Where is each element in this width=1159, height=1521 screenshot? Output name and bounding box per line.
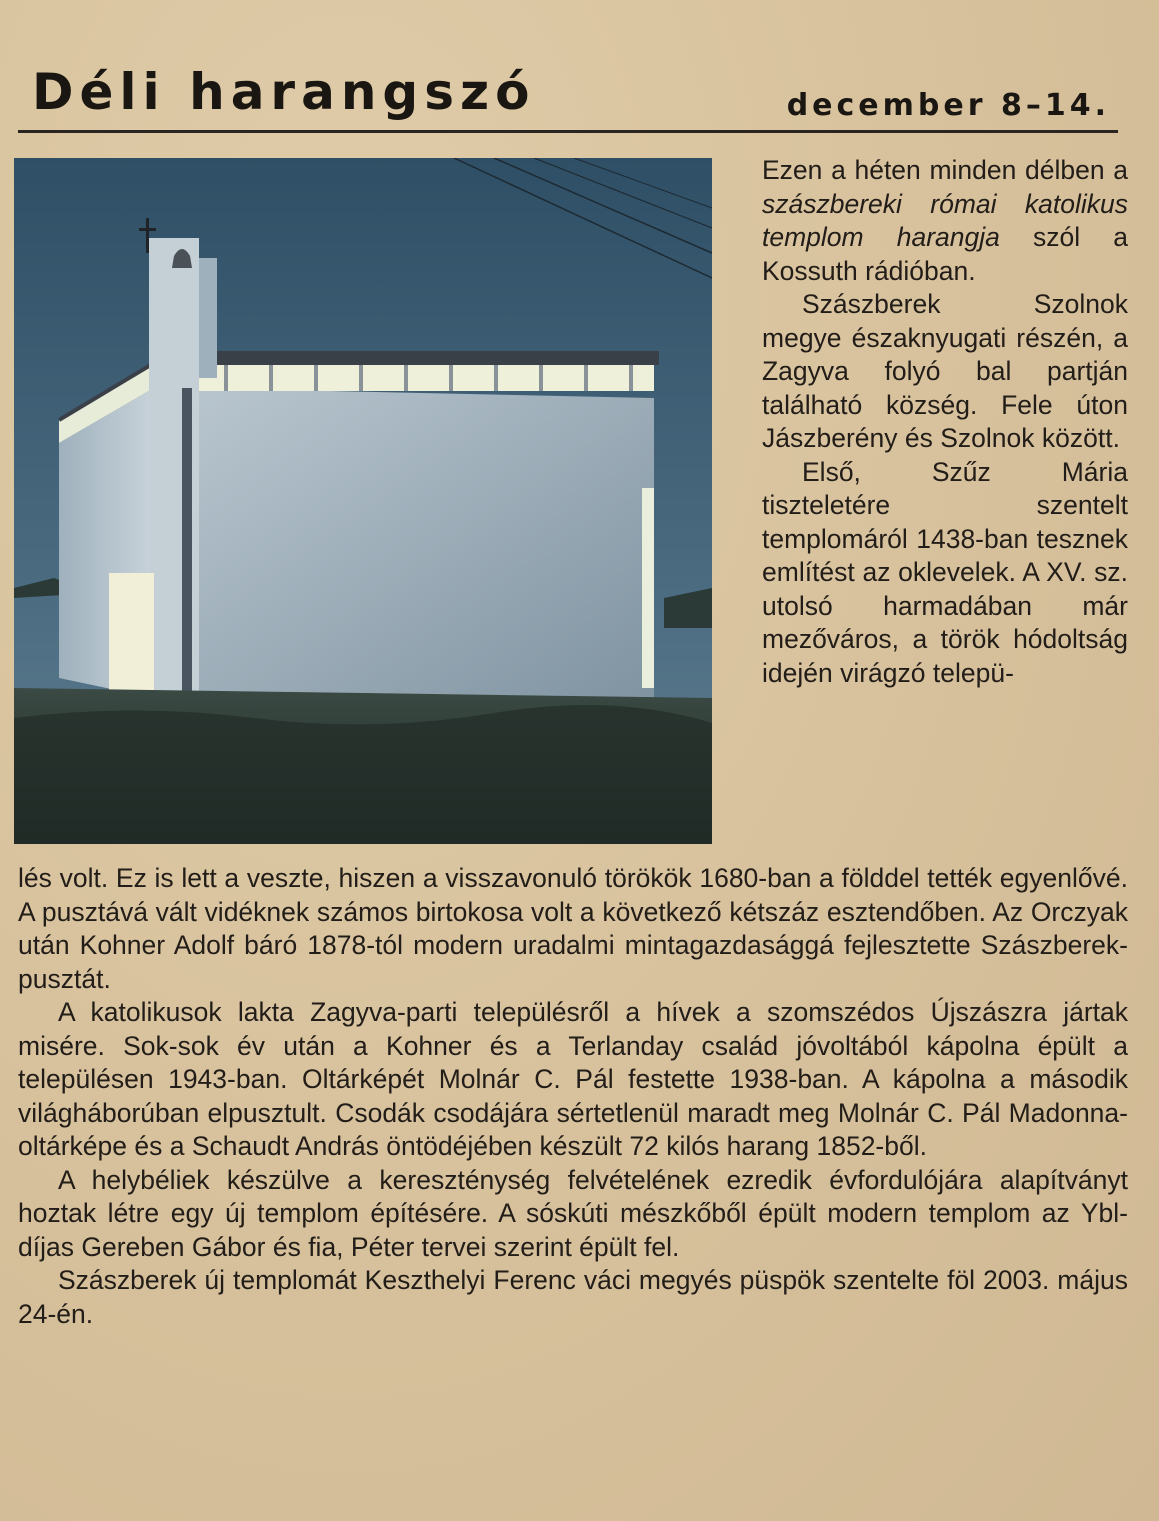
article-right-column (762, 154, 1128, 690)
paragraph-3-full: lés volt. Ez is lett a veszte, hiszen a visszavonuló törökök 1680-ban a földdel tették egyenlővé. A pusztává vált vidéknek számos birtokosa volt a következő kétszáz esztendőben. Az Orczyak után Kohner Adolf báró 1878-tól modern uradalmi mintagazdasággá fejlesztette Szászberek-pusztát. (18, 863, 1128, 994)
paragraph-3-right: Első, Szűz Mária tiszteletére szentelt templomáról 1438-ban tesznek említést az oklevelek. A XV. sz. utolsó harmadában már mezőváros, a török hódoltság idején virágzó telepü- (762, 456, 1128, 688)
page-header (18, 48, 1118, 133)
paragraph-1 (762, 154, 1128, 288)
paragraph-2: Szászberek Szolnok megye északnyugati részén, a Zagyva folyó bal partján található község. Fele úton Jászberény és Szolnok között. (762, 289, 1128, 453)
page-title: Déli harangszó (32, 63, 536, 121)
paragraph-1-italic: szászbereki római katolikus templom harangja (762, 188, 1128, 252)
paragraph-1-start: Ezen a héten minden délben a (762, 155, 1128, 185)
article-full-width (18, 862, 1128, 1331)
paragraph-5: A helybéliek készülve a kereszténység felvételének ezredik évfordulójára alapítványt hoztak létre egy új templom építésére. A sóskúti mészkőből épült modern templom az Ybl-díjas Gereben Gábor és fia, Péter tervei szerint épült fel. (18, 1164, 1128, 1262)
date-range: december 8–14. (786, 88, 1110, 123)
church-photo (14, 158, 712, 844)
paragraph-4: A katolikusok lakta Zagyva-parti településről a hívek a szomszédos Újszászra jártak misére. Sok-sok év után a Kohner és a Terlanday család jóvoltából kápolna épült a településen 1943-ban. Oltárképét Molnár C. Pál festette 1938-ban. A kápolna a második világháborúban elpusztult. Csodák csodájára sértetlenül maradt meg Molnár C. Pál Madonna-oltárképe és a Schaudt András öntödéjében készült 72 kilós harang 1852-ből. (18, 997, 1128, 1161)
paragraph-6: Szászberek új templomát Keszthelyi Ferenc váci megyés püspök szentelte föl 2003. május 24-én. (18, 1265, 1128, 1329)
paragraph-1-end: szól a Kossuth rádióban. (762, 222, 1129, 286)
